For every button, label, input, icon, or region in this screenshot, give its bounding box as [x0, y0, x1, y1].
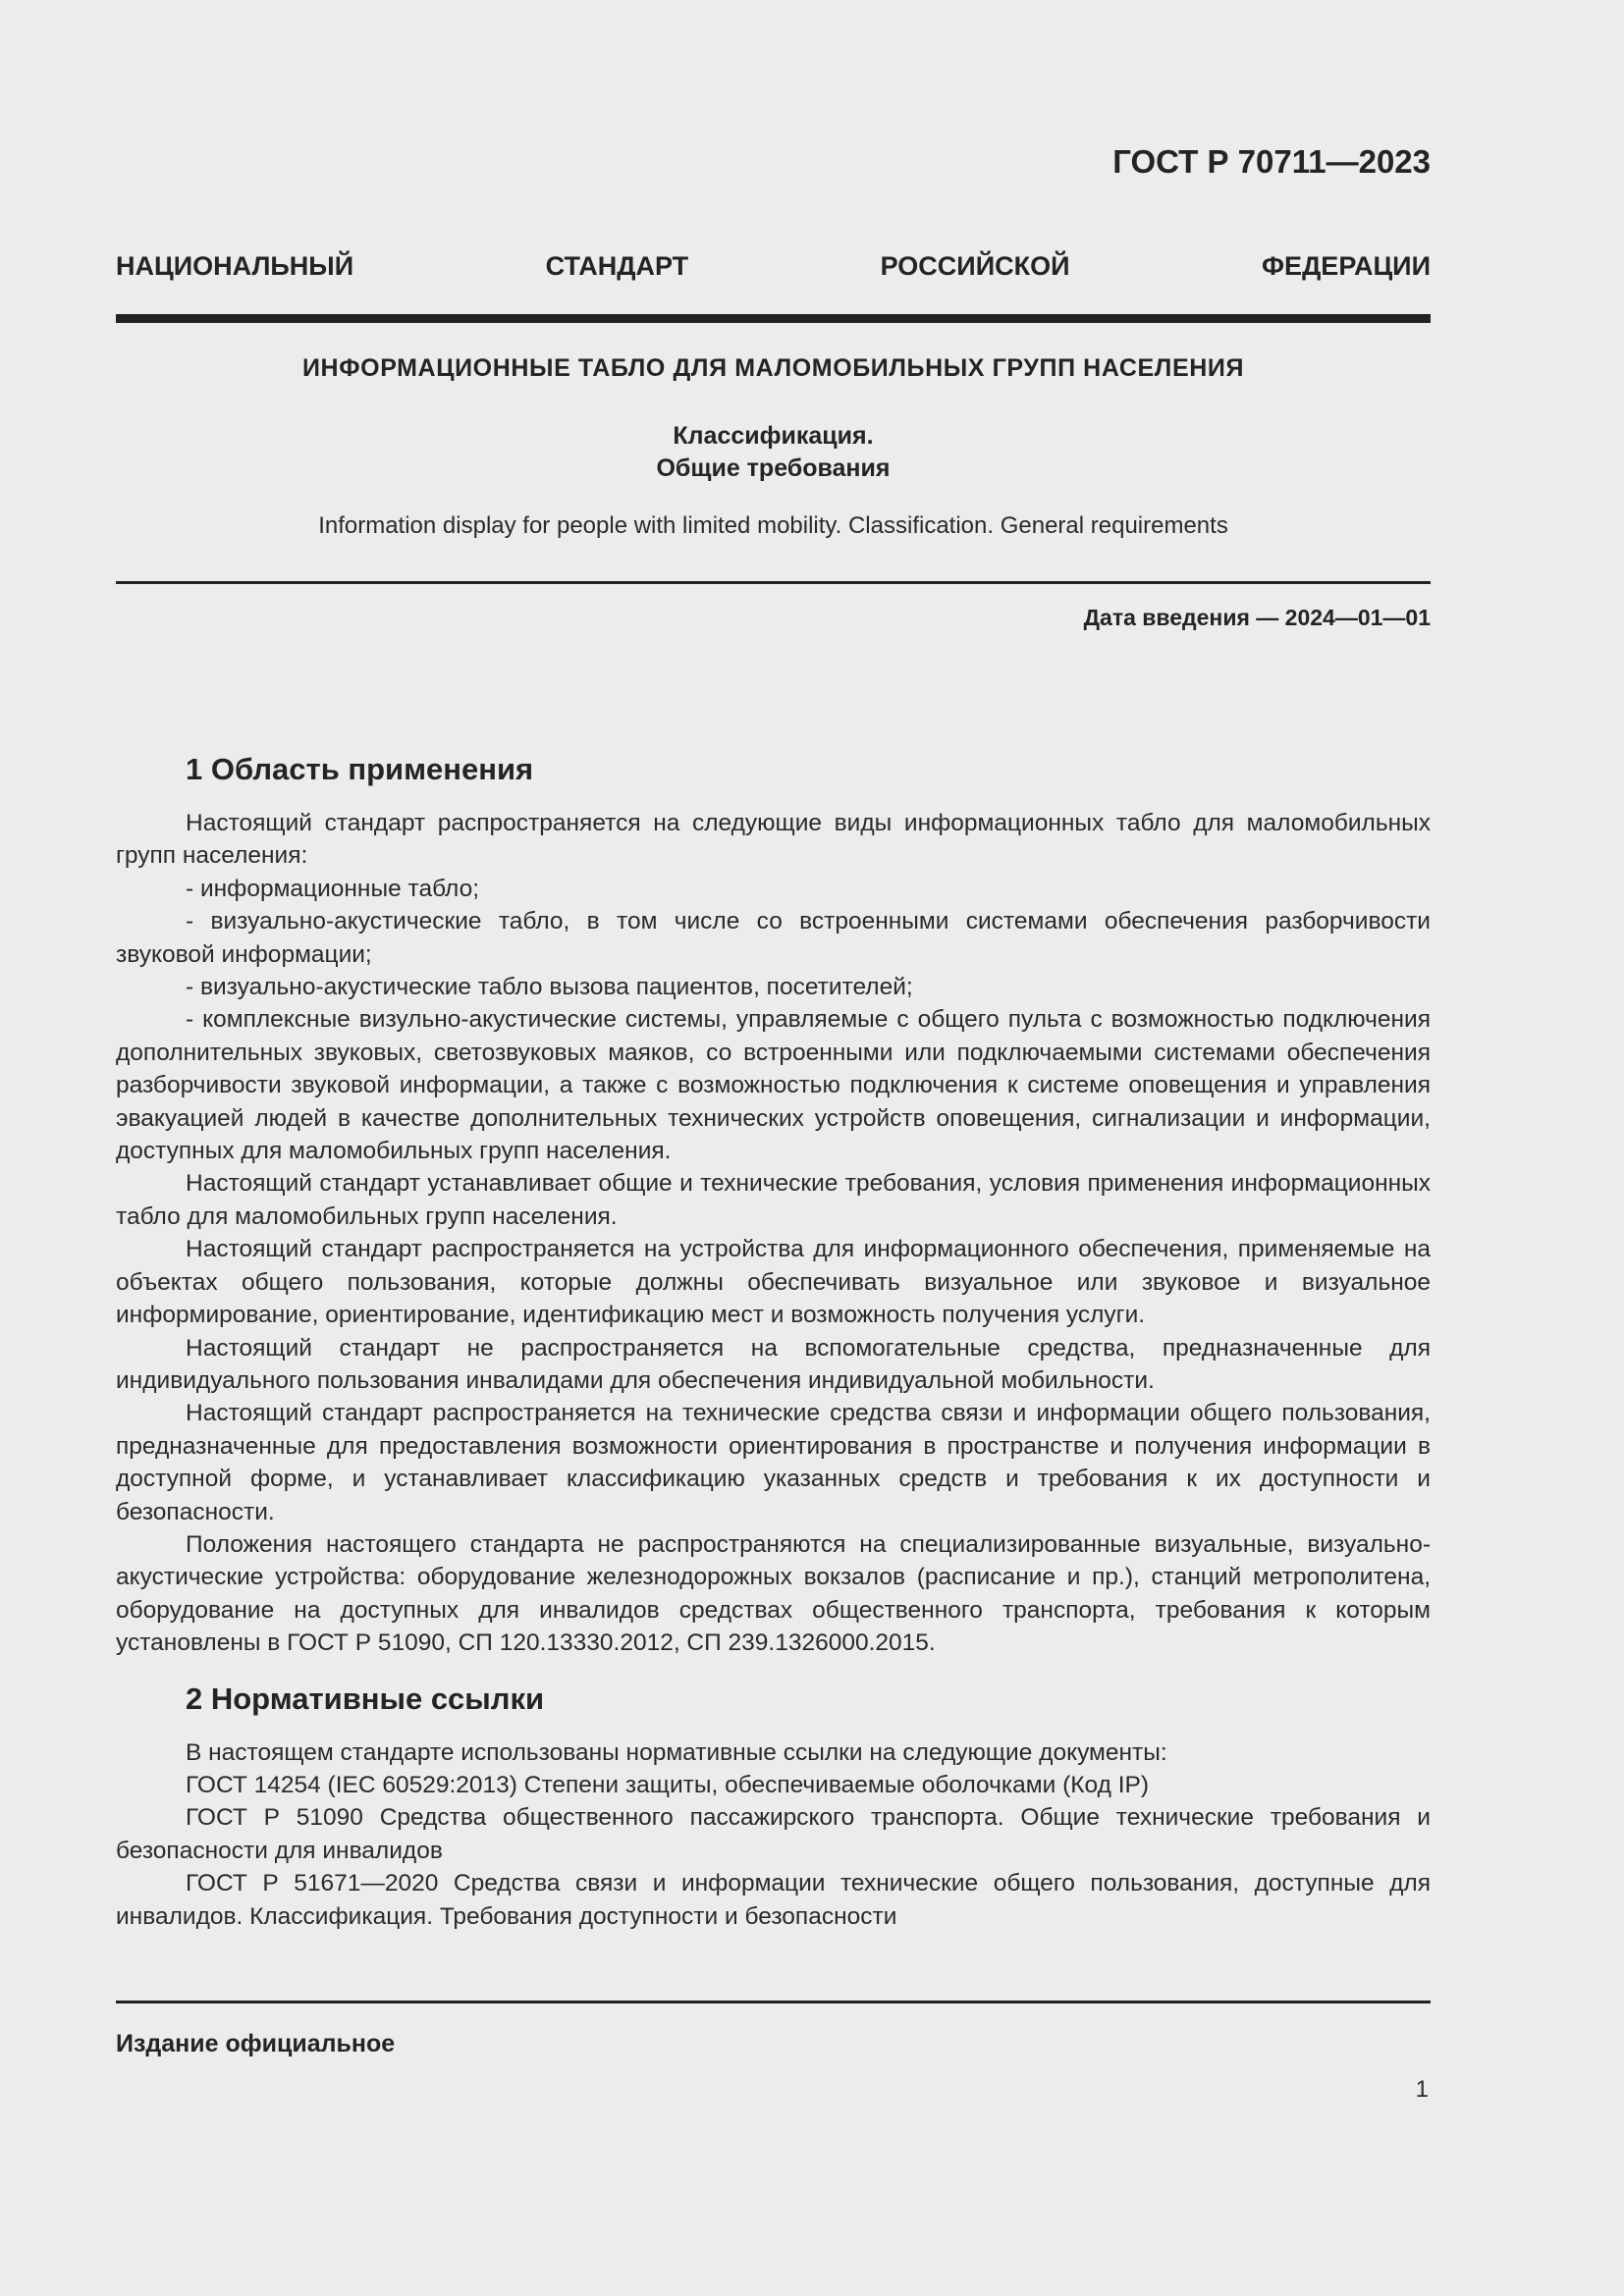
paragraph: В настоящем стандарте использованы нормативные ссылки на следующие документы: [186, 1738, 1167, 1766]
introduction-date: Дата введения — 2024—01—01 [1083, 605, 1431, 630]
paragraph: Настоящий стандарт не распространяется на вспомогательные средства, предназначенные для индивидуального пользования инвалидами для обеспечения индивидуальной мобильности. [116, 1334, 1431, 1394]
list-item: - визуально-акустические табло, в том числе со встроенными системами обеспечения разборчивости звуковой информации; [116, 908, 1431, 968]
national-standard-banner [116, 251, 1431, 282]
paragraph: Положения настоящего стандарта не распространяются на специализированные визуальные, визуально-акустические устройства: оборудование железнодорожных вокзалов (расписание и пр.), станций метрополитена, оборудование на доступных для инвалидов средствах общественного транспорта, требования к которым установлены в ГОСТ Р 51090, СП 120.13330.2012, СП 239.1326000.2015. [116, 1530, 1431, 1657]
section-heading: 1 Область применения [186, 752, 534, 786]
banner-word: НАЦИОНАЛЬНЫЙ [116, 251, 354, 281]
reference-item: ГОСТ Р 51671—2020 Средства связи и информации технические общего пользования, доступные для инвалидов. Классификация. Требования доступности и безопасности [116, 1870, 1431, 1930]
banner-word: ФЕДЕРАЦИИ [1262, 251, 1431, 281]
section-heading: 2 Нормативные ссылки [186, 1681, 545, 1716]
reference-item: ГОСТ 14254 (IEC 60529:2013) Степени защиты, обеспечиваемые оболочками (Код IP) [186, 1771, 1150, 1798]
subtitle-line: Общие требования [656, 454, 891, 482]
list-item: - визуально-акустические табло вызова пациентов, посетителей; [186, 974, 913, 1001]
standard-subtitle [116, 420, 1431, 485]
subtitle-line: Классификация. [673, 422, 874, 450]
list-item: - комплексные визульно-акустические системы, управляемые с общего пульта с возможностью подключения дополнительных звуковых, светозвуковых маяков, со встроенными или подключаемыми системами обеспечения разборчивости звуковой информации, а также с возможностью подключения к системе оповещения и управления эвакуацией людей в качестве дополнительных технических устройств оповещения, сигнализации и информации, доступных для маломобильных групп населения. [116, 1006, 1431, 1165]
header-divider [116, 314, 1431, 323]
document-body [116, 750, 1431, 1933]
paragraph: Настоящий стандарт распространяется на устройства для информационного обеспечения, применяемые на объектах общего пользования, которые должны обеспечивать визуальное или звуковое и визуальное информирование, ориентирование, идентификацию мест и возможность получения услуги. [116, 1236, 1431, 1329]
title-divider [116, 581, 1431, 584]
paragraph: Настоящий стандарт устанавливает общие и технические требования, условия применения информационных табло для маломобильных групп населения. [116, 1170, 1431, 1230]
paragraph: Настоящий стандарт распространяется на следующие виды информационных табло для маломобильных групп населения: [116, 810, 1431, 870]
edition-label: Издание официальное [116, 2030, 396, 2057]
reference-item: ГОСТ Р 51090 Средства общественного пассажирского транспорта. Общие технические требования и безопасности для инвалидов [116, 1804, 1431, 1864]
english-title: Information display for people with limited mobility. Classification. General requirements [318, 512, 1228, 539]
document-number: ГОСТ Р 70711—2023 [1112, 143, 1431, 180]
list-item: - информационные табло; [186, 875, 480, 902]
footer-divider [116, 2001, 1431, 2003]
banner-word: РОССИЙСКОЙ [880, 251, 1070, 281]
banner-word: СТАНДАРТ [545, 251, 689, 281]
page-number: 1 [1415, 2076, 1429, 2103]
paragraph: Настоящий стандарт распространяется на технические средства связи и информации общего пользования, предназначенные для предоставления возможности ориентирования в пространстве и получения информации в доступной форме, и устанавливает классификацию указанных средств и требования к их доступности и безопасности. [116, 1400, 1431, 1525]
standard-title: ИНФОРМАЦИОННЫЕ ТАБЛО ДЛЯ МАЛОМОБИЛЬНЫХ ГРУПП НАСЕЛЕНИЯ [301, 354, 1245, 382]
